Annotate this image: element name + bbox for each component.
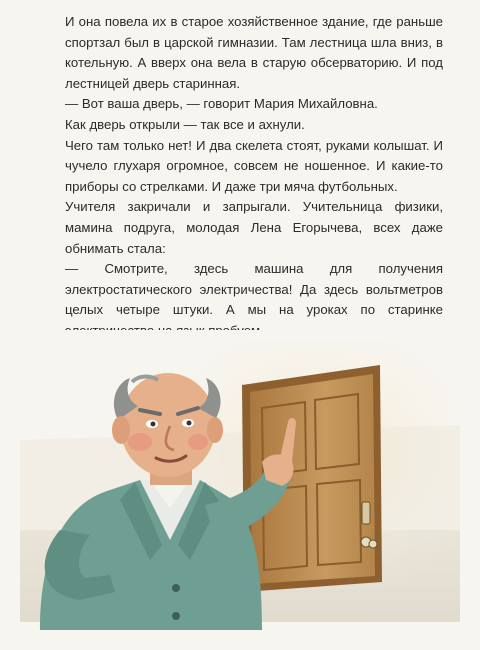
story-text	[65, 12, 443, 342]
paragraph-6: — Смотрите, здесь машина для получения электростатического электричества! Да здесь вольтметров целых четыре штуки. А мы на уроках по старинке	[65, 261, 443, 318]
story-illustration	[0, 330, 480, 650]
paragraph-1: И она повела их в старое хозяйственное здание, где раньше спортзал был в царской гимназии. Там лестница шла вниз, в котельную. А вверх она вела в старую обсерваторию. И под лестницей дверь старинная.	[65, 14, 443, 91]
paragraph-3: Как дверь открыли — так все и ахнули.	[65, 116, 305, 132]
paragraph-4: Чего там только нет! И два скелета стоят, руками колышат. И чучело глухаря огромное, совсем не ношенное. И какие-то приборы со стрелками. И даже три мяча футбольных.	[65, 137, 443, 194]
paragraph-2: — Вот ваша дверь, — говорит Мария Михайловна.	[65, 96, 378, 112]
man-and-door-illustration	[0, 330, 480, 650]
paragraph-5: Учителя закричали и запрыгали. Учительница физики, мамина подруга, молодая Лена Егорычева, всех даже обнимать стала:	[65, 199, 443, 256]
